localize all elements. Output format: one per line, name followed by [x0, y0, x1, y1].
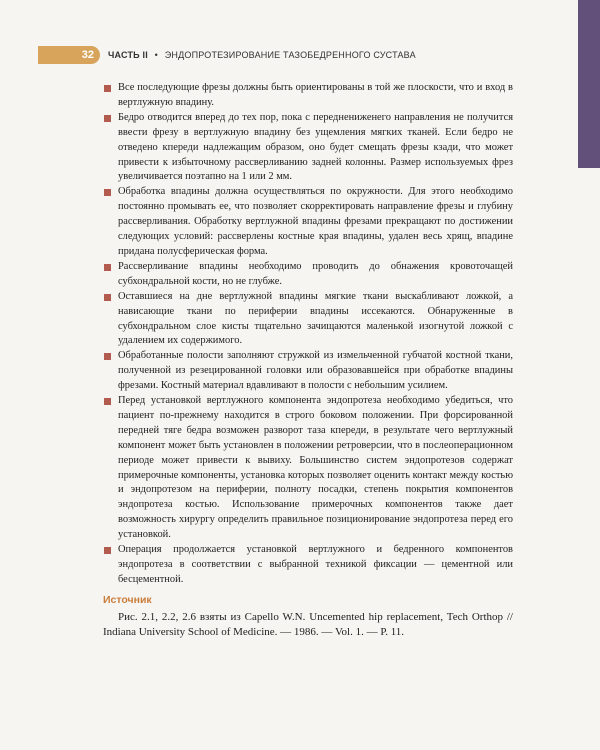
bullet-item: Рассверливание впадины необходимо проводить до обнажения кровоточащей субхондральной кости, но не глубже.	[103, 260, 513, 290]
header-section-title: ЭНДОПРОТЕЗИРОВАНИЕ ТАЗОБЕДРЕННОГО СУСТАВА	[164, 50, 416, 60]
bullet-item: Перед установкой вертлужного компонента эндопротеза необходимо убедиться, что пациент по-прежнему находится в строго боковом положении. При форсированной передней тяге бедра возможен разворот таза кпереди, в результате чего вертлужный компонент может быть установлен в положении ретроверсии, что в послеоперационном периоде может привести к вывиху. Большинство систем эндопротезов содержат примерочные компоненты, установка которых позволяет оценить контакт между костью и эндопротезом на периферии, полноту посадки, степень покрытия компонентов эндопротеза костью. Использование примерочных компонентов также дает возможность хирургу определить правильное позиционирование эндопротеза перед его установкой.	[103, 394, 513, 543]
bullet-item: Обработанные полости заполняют стружкой из измельченной губчатой костной ткани, полученной из резецированной головки или образовавшейся при обработке впадины фрезами. Костный материал вдавливают в полости с небольшим усилием.	[103, 349, 513, 394]
bullet-item: Операция продолжается установкой вертлужного и бедренного компонентов эндопротеза в соответствии с выбранной техникой фиксации — цементной или бесцементной.	[103, 543, 513, 588]
bullet-item: Обработка впадины должна осуществляться по окружности. Для этого необходимо постоянно промывать ее, что позволяет скорректировать направление фрезы и глубину рассверливания. Обработку вертлужной впадины фрезами прекращают по достижении следующих условий: рассверлены костные края впадины, удален весь хрящ, впадине придана полусферическая форма.	[103, 185, 513, 260]
source-heading: Источник	[103, 593, 152, 606]
bullet-item: Все последующие фрезы должны быть ориентированы в той же плоскости, что и вход в вертлужную впадину.	[103, 81, 513, 111]
page-content	[103, 81, 513, 640]
header-text	[108, 50, 416, 60]
bullet-item: Бедро отводится вперед до тех пор, пока с переднениженего направления не получится ввести фрезу в вертлужную впадину без ущемления мягких тканей. Если бедро не отведено кпереди надлежащим образом, оно будет смещать фрезы кзади, что может привести к избыточному рассверливанию задней колонны. Размер используемых фрез увеличивается поэтапно на 1 или 2 мм.	[103, 111, 513, 186]
header-part: ЧАСТЬ II	[108, 50, 148, 60]
page-number: 32	[38, 46, 100, 64]
running-header	[38, 45, 558, 65]
chapter-side-tab	[578, 0, 600, 168]
bullet-item: Оставшиеся на дне вертлужной впадины мягкие ткани выскабливают ложкой, а нависающие ткани по периферии впадины иссекаются. Обнаруженные в субхондральном слое кисты тщательно зачищаются маленькой изогнутой ложкой с удалением их содержимого.	[103, 290, 513, 350]
source-citation: Рис. 2.1, 2.2, 2.6 взяты из Capello W.N. Uncemented hip replacement, Tech Orthop // Indiana University School of Medicine. — 1986. — Vol. 1. — P. 11.	[103, 610, 513, 638]
header-separator: •	[154, 50, 159, 60]
bullet-list	[103, 81, 513, 588]
